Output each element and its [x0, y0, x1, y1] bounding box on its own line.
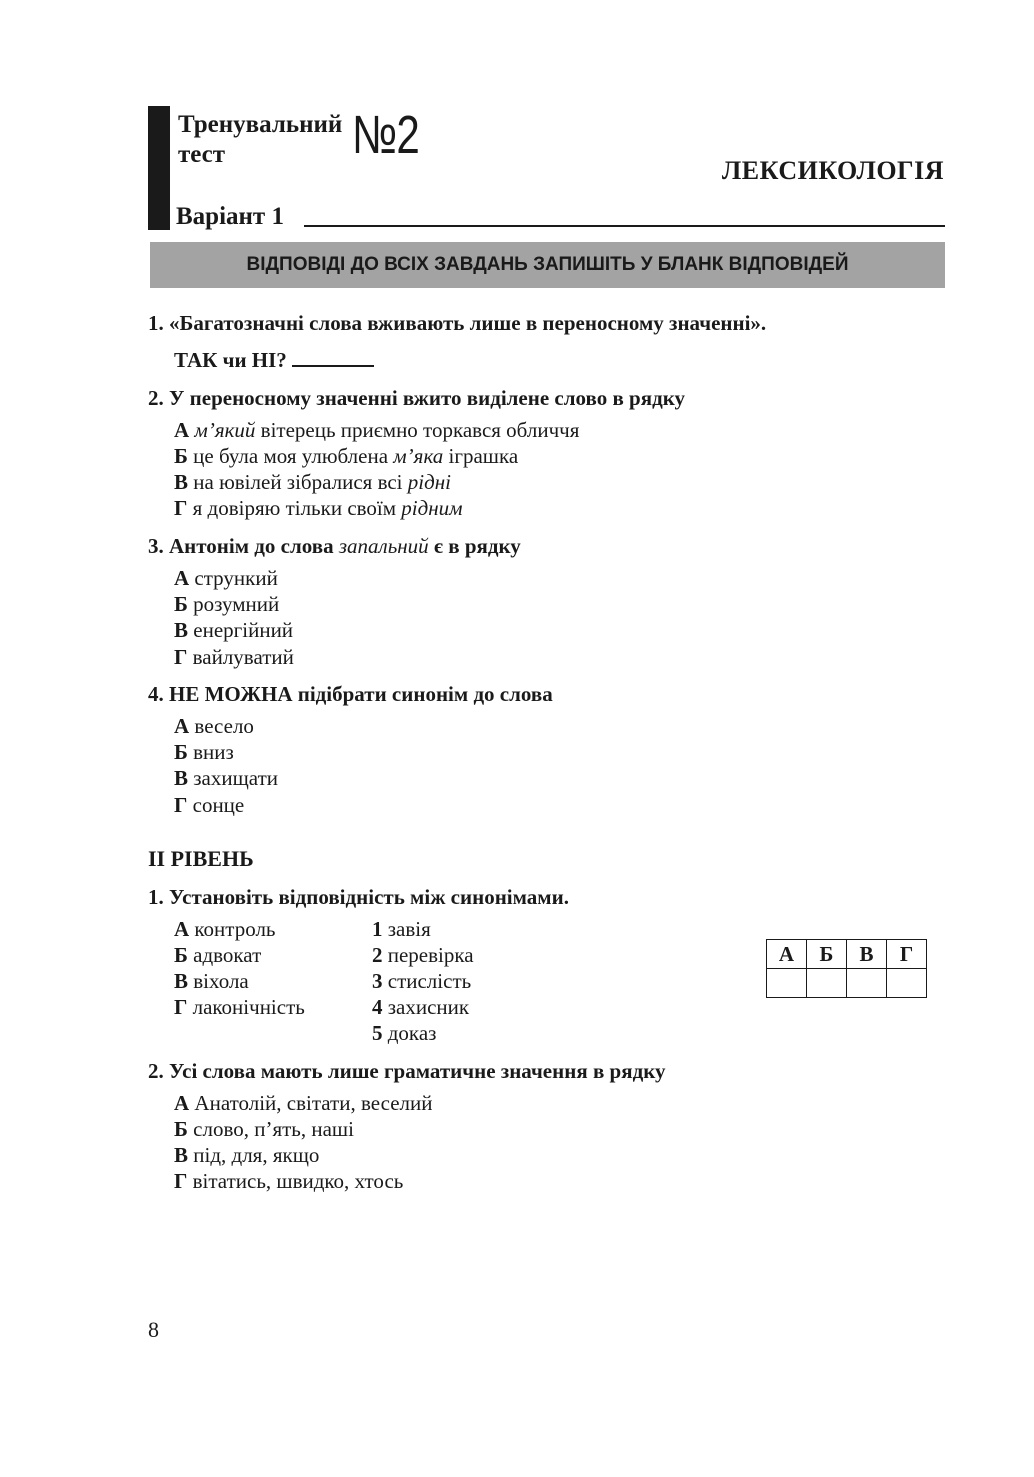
match-right-1 [372, 917, 431, 942]
question-4-option-a [174, 714, 254, 739]
option-text: Анатолій, світати, веселий [194, 1091, 433, 1115]
match-right-2 [372, 943, 474, 968]
match-left-c [174, 969, 249, 994]
option-text: під, для, якщо [193, 1143, 320, 1167]
option-text: перевірка [387, 943, 474, 967]
option-letter: А [174, 917, 190, 941]
question-4-option-b [174, 740, 234, 765]
page-number: 8 [148, 1317, 159, 1342]
option-letter: Г [174, 496, 188, 520]
option-text: весело [194, 714, 254, 738]
option-text: стрункий [194, 566, 278, 590]
question-2-option-d [174, 496, 463, 521]
highlighted-word: м’яка [393, 444, 444, 468]
question-4-option-d [174, 793, 244, 818]
grid-header-d: Г [887, 940, 927, 969]
option-text: іграшка [443, 444, 519, 468]
option-text: розумний [193, 592, 280, 616]
test-label [178, 110, 342, 170]
grid-header-c: В [847, 940, 887, 969]
question-3-option-d [174, 645, 294, 670]
question-2-text: 2. У переносному значенні вжито виділене слово в рядку [148, 386, 686, 410]
match-right-5 [372, 1021, 436, 1046]
option-text: завія [387, 917, 431, 941]
option-text: адвокат [193, 943, 262, 967]
option-letter: Г [174, 995, 188, 1019]
highlighted-word: рідні [407, 470, 451, 494]
question-text-part: є в рядку [428, 534, 521, 558]
option-letter: А [174, 1091, 190, 1115]
option-letter: Б [174, 592, 188, 616]
option-letter: В [174, 1143, 189, 1167]
match-left-b [174, 943, 261, 968]
answer-grid [766, 939, 927, 998]
highlighted-word: рідним [401, 496, 463, 520]
question-4-option-c [174, 766, 278, 791]
option-letter: Б [174, 1117, 188, 1141]
option-letter: В [174, 766, 189, 790]
question-3-text [148, 534, 521, 559]
option-text: доказ [387, 1021, 437, 1045]
option-text: контроль [194, 917, 276, 941]
option-letter: В [174, 618, 189, 642]
option-text: це була моя улюблена [193, 444, 394, 468]
question-1-prompt [174, 347, 374, 373]
match-left-a [174, 917, 276, 942]
grid-answer-cell-b[interactable] [807, 969, 847, 998]
option-letter: Г [174, 645, 188, 669]
question-1-text: 1. «Багатозначні слова вживають лише в переносному значенні». [148, 311, 767, 335]
question-text-part: 3. Антонім до слова [148, 534, 339, 558]
option-letter: Б [174, 444, 188, 468]
option-number: 4 [372, 995, 383, 1019]
option-text: віхола [193, 969, 249, 993]
option-number: 3 [372, 969, 383, 993]
level-2-title: ІІ РІВЕНЬ [148, 846, 254, 871]
option-number: 2 [372, 943, 383, 967]
option-text: захищати [193, 766, 278, 790]
header-black-bar [148, 106, 170, 230]
grid-answer-cell-c[interactable] [847, 969, 887, 998]
option-text: я довіряю тільки своїм [192, 496, 402, 520]
option-text: вниз [193, 740, 234, 764]
option-letter: А [174, 418, 190, 442]
test-label-line2: тест [178, 141, 226, 168]
match-left-d [174, 995, 305, 1020]
question-2-option-b [174, 444, 518, 469]
answer-blank[interactable] [292, 347, 374, 367]
question-2-option-a [174, 418, 579, 443]
question-4-text: 4. НЕ МОЖНА підібрати синонім до слова [148, 682, 553, 706]
topic-title: ЛЕКСИКОЛОГІЯ [721, 156, 944, 185]
question-3-option-c [174, 618, 293, 643]
option-text: захисник [387, 995, 470, 1019]
grid-header-b: Б [807, 940, 847, 969]
test-number: №2 [352, 105, 420, 165]
level2-question-1-text: 1. Установіть відповідність між синонімами. [148, 885, 569, 909]
option-text: енергійний [193, 618, 294, 642]
question-3-option-a [174, 566, 278, 591]
option-letter: Г [174, 1169, 188, 1193]
option-text: стислість [387, 969, 472, 993]
level2-question-2-option-c [174, 1143, 319, 1168]
option-text: вайлуватий [192, 645, 294, 669]
highlighted-word: запальний [338, 534, 429, 558]
option-number: 1 [372, 917, 383, 941]
option-number: 5 [372, 1021, 383, 1045]
level2-question-2-text: 2. Усі слова мають лише граматичне значення в рядку [148, 1059, 666, 1083]
level2-question-2-option-d [174, 1169, 403, 1194]
option-text: сонце [192, 793, 245, 817]
match-right-4 [372, 995, 469, 1020]
option-letter: В [174, 470, 189, 494]
option-letter: Б [174, 740, 188, 764]
option-text: на ювілей зібралися всі [193, 470, 408, 494]
option-letter: А [174, 566, 190, 590]
option-letter: А [174, 714, 190, 738]
option-letter: Г [174, 793, 188, 817]
option-text: вітатись, швидко, хтось [192, 1169, 404, 1193]
test-label-line1: Тренувальний [178, 111, 343, 138]
level2-question-2-option-b [174, 1117, 354, 1142]
match-right-3 [372, 969, 471, 994]
grid-header-a: А [767, 940, 807, 969]
level2-question-2-option-a [174, 1091, 432, 1116]
question-3-option-b [174, 592, 279, 617]
grid-answer-cell-d[interactable] [887, 969, 927, 998]
option-letter: В [174, 969, 189, 993]
highlighted-word: м’який [194, 418, 256, 442]
question-1-prompt-label: ТАК чи НІ? [174, 348, 287, 372]
question-2-option-c [174, 470, 451, 495]
instruction-banner: ВІДПОВІДІ ДО ВСІХ ЗАВДАНЬ ЗАПИШІТЬ У БЛАНК ВІДПОВІДЕЙ [150, 242, 945, 288]
option-text: вітерець приємно торкався обличчя [255, 418, 580, 442]
option-letter: Б [174, 943, 188, 967]
variant-name-line[interactable] [304, 225, 945, 227]
option-text: слово, п’ять, наші [193, 1117, 354, 1141]
grid-answer-cell-a[interactable] [767, 969, 807, 998]
variant-label: Варіант 1 [176, 203, 284, 230]
option-text: лаконічність [192, 995, 305, 1019]
